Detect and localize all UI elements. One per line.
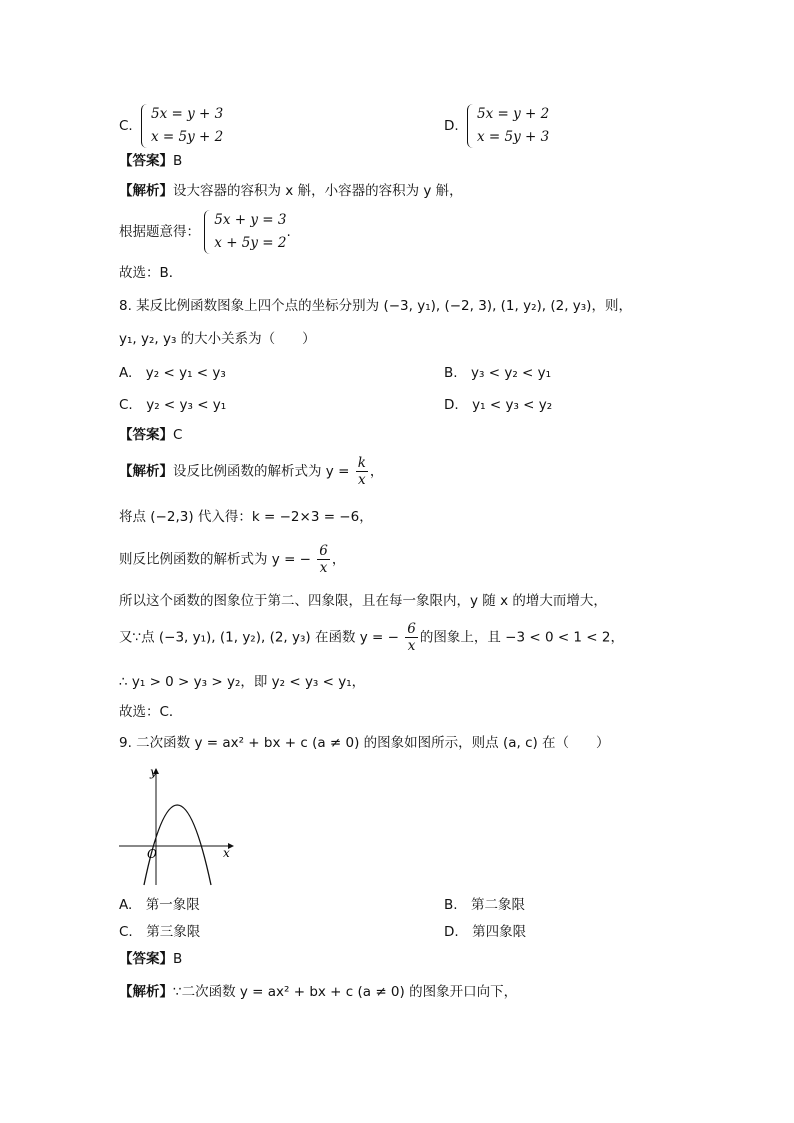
q8-analysis-line-1: 【解析】设反比例函数的解析式为 y = $\frac{k}{x}$ ， <box>119 455 384 488</box>
q8-analysis-line-6: ∴ y₁ > 0 > y₃ > y₂，即 y₂ < y₃ < y₁， <box>119 674 366 690</box>
q8-analysis-line-5: 又∵点 (−3, y₁), (1, y₂), (2, y₃) 在函数 y = − $\frac{6}{x}$ 的图象上，且 −3 < 0 < 1 < 2， <box>119 621 625 654</box>
q8-option-a: A. y₂ < y₁ < y₃ <box>119 365 226 381</box>
q8-fraction-6-over-x: $\frac{6}{x}$ <box>319 543 328 576</box>
q9-option-c: C. 第三象限 <box>119 924 201 940</box>
graph-origin-label: O <box>147 847 157 861</box>
q9-option-d: D. 第四象限 <box>444 924 527 940</box>
q7-option-d-system: 5x = y + 2 x = 5y + 3 <box>467 103 549 149</box>
q9-stem: 9. 二次函数 y = ax² + bx + c (a ≠ 0) 的图象如图所示，则点 (a, c) 在（ ） <box>119 735 610 751</box>
q8-conclusion: 故选：C． <box>119 704 183 720</box>
q9-option-a: A. 第一象限 <box>119 897 200 913</box>
q7-analysis-line-2: 根据题意得： 5x + y = 3 x + 5y = 2 . <box>119 209 291 255</box>
q7-analysis-system: 5x + y = 3 x + 5y = 2 <box>204 209 286 255</box>
q8-analysis-line-2: 将点 (−2,3) 代入得：k = −2×3 = −6， <box>119 509 373 525</box>
q9-parabola-graph <box>119 763 239 888</box>
q7-analysis-line-1: 【解析】设大容器的容积为 x 斛，小容器的容积为 y 斛， <box>119 183 463 199</box>
q9-answer: 【答案】B <box>119 951 183 967</box>
q8-option-d: D. y₁ < y₃ < y₂ <box>444 397 553 413</box>
q9-option-b: B. 第二象限 <box>444 897 526 913</box>
q8-stem-line-2: y₁, y₂, y₃ 的大小关系为（ ） <box>119 331 316 347</box>
graph-x-label: x <box>223 846 230 860</box>
q8-answer: 【答案】C <box>119 427 183 443</box>
graph-y-label: y <box>150 765 157 779</box>
q8-stem-line-1: 8. 某反比例函数图象上四个点的坐标分别为 (−3, y₁), (−2, 3), (1, y₂), (2, y₃)，则， <box>119 298 632 314</box>
parabola-curve <box>144 805 211 885</box>
q8-option-b: B. y₃ < y₂ < y₁ <box>444 365 552 381</box>
q8-option-c: C. y₂ < y₃ < y₁ <box>119 397 227 413</box>
q8-fraction-k-over-x: $\frac{k}{x}$ <box>357 455 366 488</box>
q7-option-c-system: 5x = y + 3 x = 5y + 2 <box>141 103 223 149</box>
q8-fraction-6-over-x-2: $\frac{6}{x}$ <box>407 621 416 654</box>
q7-conclusion: 故选：B． <box>119 265 183 281</box>
q7-option-c: C. 5x = y + 3 x = 5y + 2 <box>119 103 223 149</box>
q8-analysis-line-4: 所以这个函数的图象位于第二、四象限，且在每一象限内，y 随 x 的增大而增大， <box>119 593 607 609</box>
q9-analysis-line-1: 【解析】∵二次函数 y = ax² + bx + c (a ≠ 0) 的图象开口向下， <box>119 984 518 1000</box>
q7-option-d: D. 5x = y + 2 x = 5y + 3 <box>444 103 549 149</box>
q7-answer: 【答案】B <box>119 153 183 169</box>
q8-analysis-line-3: 则反比例函数的解析式为 y = − $\frac{6}{x}$ ， <box>119 543 346 576</box>
